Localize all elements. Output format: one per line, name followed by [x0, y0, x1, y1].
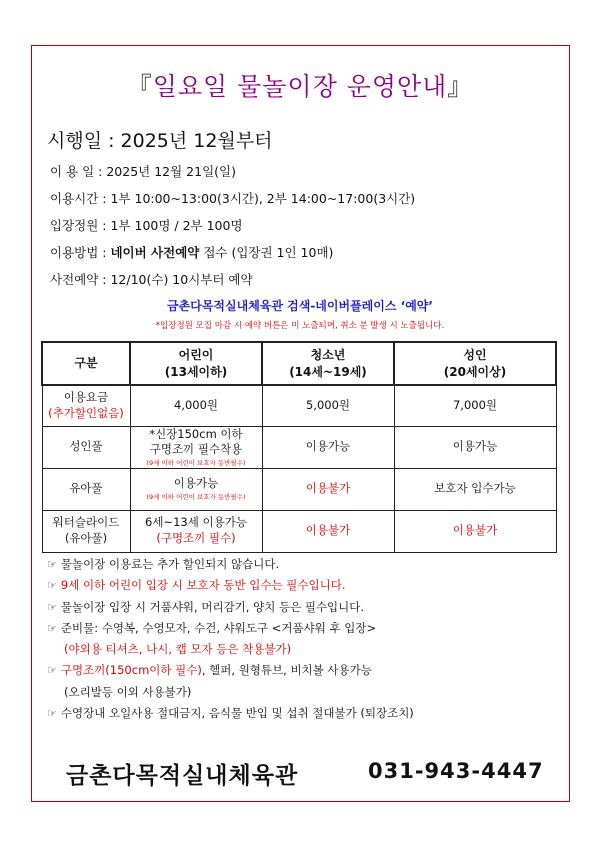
row-label: 이용요금 (추가할인없음) — [42, 385, 130, 426]
header-adult: 성인 (20세이상) — [394, 342, 556, 385]
adult-pool-adult: 이용가능 — [394, 426, 556, 468]
info-key: 사전예약 — [50, 272, 99, 287]
list-item: ☞ 9세 이하 어린이 입장 시 보호자 동반 입수는 필수입니다. — [47, 578, 346, 593]
pointing-hand-icon: ☞ — [47, 621, 57, 635]
row-label: 워터슬라이드 (유아풀) — [42, 510, 130, 552]
adult-pool-youth: 이용가능 — [262, 426, 394, 468]
list-item: ☞ 물놀이장 입장 시 거품샤워, 머리감기, 양치 등은 필수입니다. — [47, 599, 365, 614]
page-title — [0, 67, 600, 103]
info-key: 입장정원 — [50, 218, 99, 233]
header-child: 어린이 (13세이하) — [130, 342, 262, 385]
reservation-notice: *입장정원 모집 마감 시 예약 버튼은 미 노출되며, 취소 분 발생 시 노출됩니다. — [155, 321, 445, 331]
header-category: 구분 — [42, 342, 130, 385]
kids-pool-child: 이용가능 (9세 이하 어린이 보호자 동반필수) — [130, 468, 262, 510]
fee-youth: 5,000원 — [262, 385, 394, 426]
table-row-kids-pool — [42, 468, 556, 510]
list-item-sub: (오리발등 이외 사용불가) — [64, 684, 192, 699]
info-value: 1부 100명 / 2부 100명 — [110, 218, 243, 233]
info-key: 이용방법 — [50, 245, 99, 260]
list-item: ☞ 수영장내 오일사용 절대금지, 음식물 반입 및 섭취 절대불가 (퇴장조치) — [47, 706, 414, 721]
adult-pool-child: *신장150cm 이하 구명조끼 필수착용 (9세 이하 어린이 보호자 동반필수) — [130, 426, 262, 468]
title-text: 일요일 물놀이장 운영안내 — [152, 72, 448, 101]
pointing-hand-icon: ☞ — [47, 600, 57, 614]
info-row-reservation: 사전예약 : 12/10(수) 10시부터 예약 — [50, 272, 253, 287]
facility-name: 금촌다목적실내체육관 — [66, 763, 299, 789]
info-row-date: 이 용 일 : 2025년 12월 21일(일) — [50, 164, 236, 179]
list-item: ☞ 물놀이장 이용료는 추가 할인되지 않습니다. — [47, 557, 280, 571]
list-item-sub: (야외용 티셔츠, 나시, 캡 모자 등은 착용불가) — [64, 642, 292, 657]
slide-child: 6세~13세 이용가능 (구명조끼 필수) — [130, 510, 262, 552]
fee-child: 4,000원 — [130, 385, 262, 426]
title-open-bracket: 『 — [126, 72, 153, 101]
table-row-slide — [42, 510, 556, 552]
info-value: 1부 10:00~13:00(3시간), 2부 14:00~17:00(3시간) — [110, 191, 416, 206]
info-key: 이용시간 — [50, 191, 99, 206]
pointing-hand-icon: ☞ — [47, 579, 57, 593]
info-value: 2025년 12월 21일(일) — [106, 164, 236, 179]
list-item: ☞ 구명조끼(150cm이하 필수), 헬퍼, 원형튜브, 비치볼 사용가능 — [47, 663, 372, 678]
info-value-bold: 네이버 사전예약 — [110, 245, 200, 260]
fee-adult: 7,000원 — [394, 385, 556, 426]
info-value: 12/10(수) 10시부터 예약 — [110, 272, 253, 287]
row-label: 유아풀 — [42, 468, 130, 510]
info-value: 접수 (입장권 1인 10매) — [199, 245, 334, 260]
slide-adult: 이용불가 — [394, 510, 556, 552]
pointing-hand-icon: ☞ — [47, 707, 57, 721]
info-row-method: 이용방법 : 네이버 사전예약 접수 (입장권 1인 10매) — [50, 245, 334, 260]
pointing-hand-icon: ☞ — [47, 558, 57, 571]
kids-pool-adult: 보호자 입수가능 — [394, 468, 556, 510]
rules-list — [47, 556, 414, 726]
start-date: 시행일 : 2025년 12월부터 — [47, 130, 273, 152]
table-row-fee — [42, 385, 556, 426]
table-header-row — [42, 342, 556, 385]
fee-table — [41, 341, 557, 553]
row-label: 성인풀 — [42, 426, 130, 468]
info-key: 이 용 일 — [50, 164, 95, 179]
list-item: ☞ 준비물: 수영복, 수영모자, 수건, 샤워도구 <거품샤워 후 입장> — [47, 620, 377, 635]
slide-youth: 이용불가 — [262, 510, 394, 552]
header-youth: 청소년 (14세~19세) — [262, 342, 394, 385]
pointing-hand-icon: ☞ — [47, 664, 57, 678]
facility-phone: 031-943-4447 — [368, 759, 544, 783]
table-row-adult-pool — [42, 426, 556, 468]
kids-pool-youth: 이용불가 — [262, 468, 394, 510]
title-close-bracket: 』 — [447, 72, 474, 101]
info-row-capacity: 입장정원 : 1부 100명 / 2부 100명 — [50, 218, 243, 233]
search-note: 금촌다목적실내체육관 검색-네이버플레이스 ‘예약’ — [167, 299, 433, 313]
info-row-time: 이용시간 : 1부 10:00~13:00(3시간), 2부 14:00~17:00(3시간) — [50, 191, 416, 206]
